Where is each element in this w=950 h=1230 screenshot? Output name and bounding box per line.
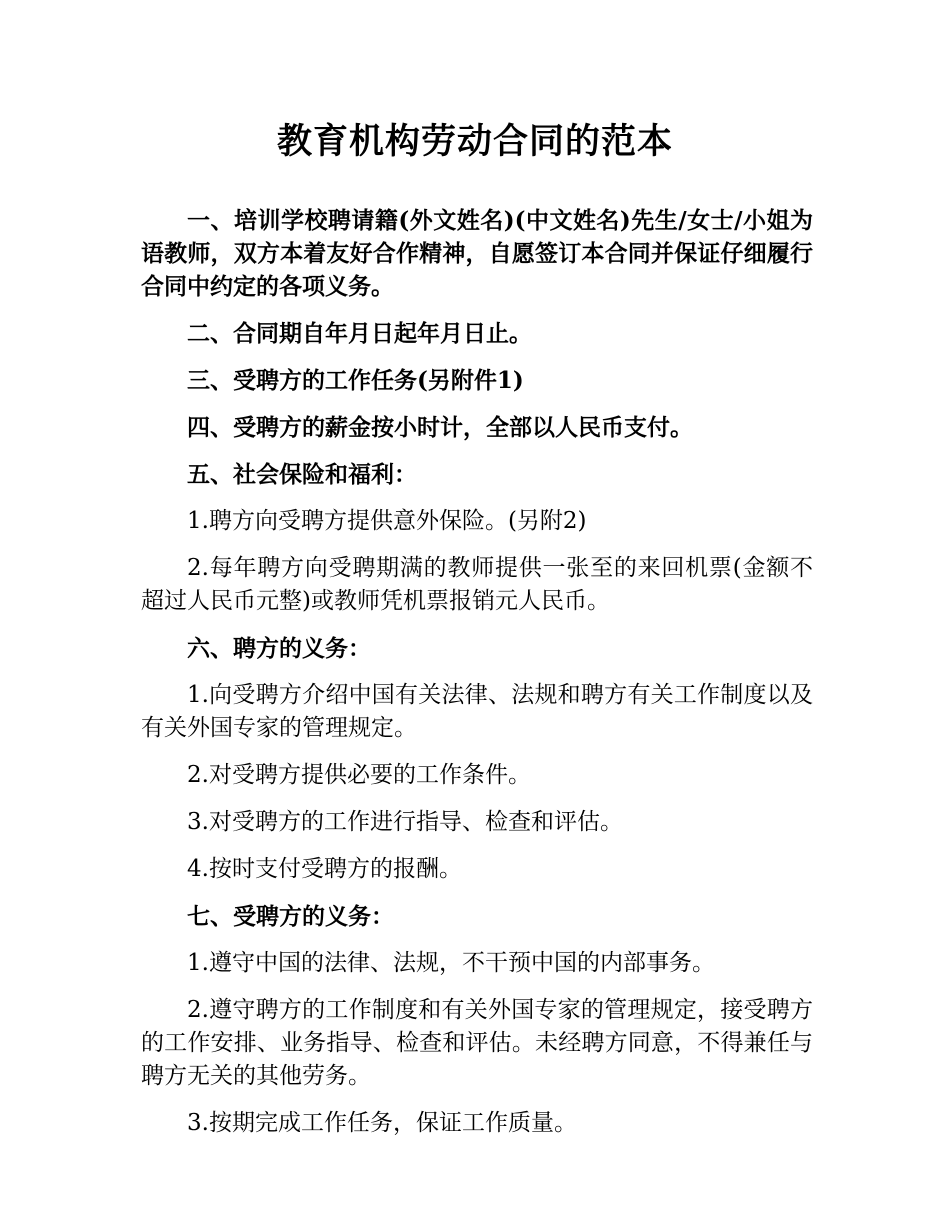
document-body (141, 204, 813, 1154)
clause-6-item-2: 2.对受聘方提供必要的工作条件。 (187, 762, 531, 788)
clause-6-heading: 六、聘方的义务： (187, 635, 371, 662)
clause-7-item-3: 3.按期完成工作任务，保证工作质量。 (187, 1110, 577, 1136)
clause-5-heading: 五、社会保险和福利： (187, 461, 417, 488)
clause-3: 三、受聘方的工作任务(另附件1) (187, 367, 524, 394)
clause-6-item-1: 1.向受聘方介绍中国有关法律、法规和聘方有关工作制度以及有关外国专家的管理规定。 (141, 682, 813, 741)
document-title: 教育机构劳动合同的范本 (276, 121, 673, 162)
clause-4: 四、受聘方的薪金按小时计，全部以人民币支付。 (187, 414, 693, 441)
clause-5-item-2: 2.每年聘方向受聘期满的教师提供一张至的来回机票(金额不超过人民币元整)或教师凭机票报销元人民币。 (141, 555, 813, 614)
clause-2: 二、合同期自年月日起年月日止。 (187, 320, 532, 347)
clause-7-item-1: 1.遵守中国的法律、法规，不干预中国的内部事务。 (187, 950, 715, 976)
clause-7-heading: 七、受聘方的义务： (187, 903, 394, 930)
clause-7-item-2: 2.遵守聘方的工作制度和有关外国专家的管理规定，接受聘方的工作安排、业务指导、检查和评估。未经聘方同意，不得兼任与聘方无关的其他劳务。 (141, 997, 813, 1089)
clause-1: 一、培训学校聘请籍(外文姓名)(中文姓名)先生/女士/小姐为语教师，双方本着友好合作精神，自愿签订本合同并保证仔细履行合同中约定的各项义务。 (141, 207, 813, 300)
clause-6-item-3: 3.对受聘方的工作进行指导、检查和评估。 (187, 809, 623, 835)
clause-6-item-4: 4.按时支付受聘方的报酬。 (187, 856, 462, 882)
clause-5-item-1: 1.聘方向受聘方提供意外保险。(另附2) (187, 508, 587, 534)
